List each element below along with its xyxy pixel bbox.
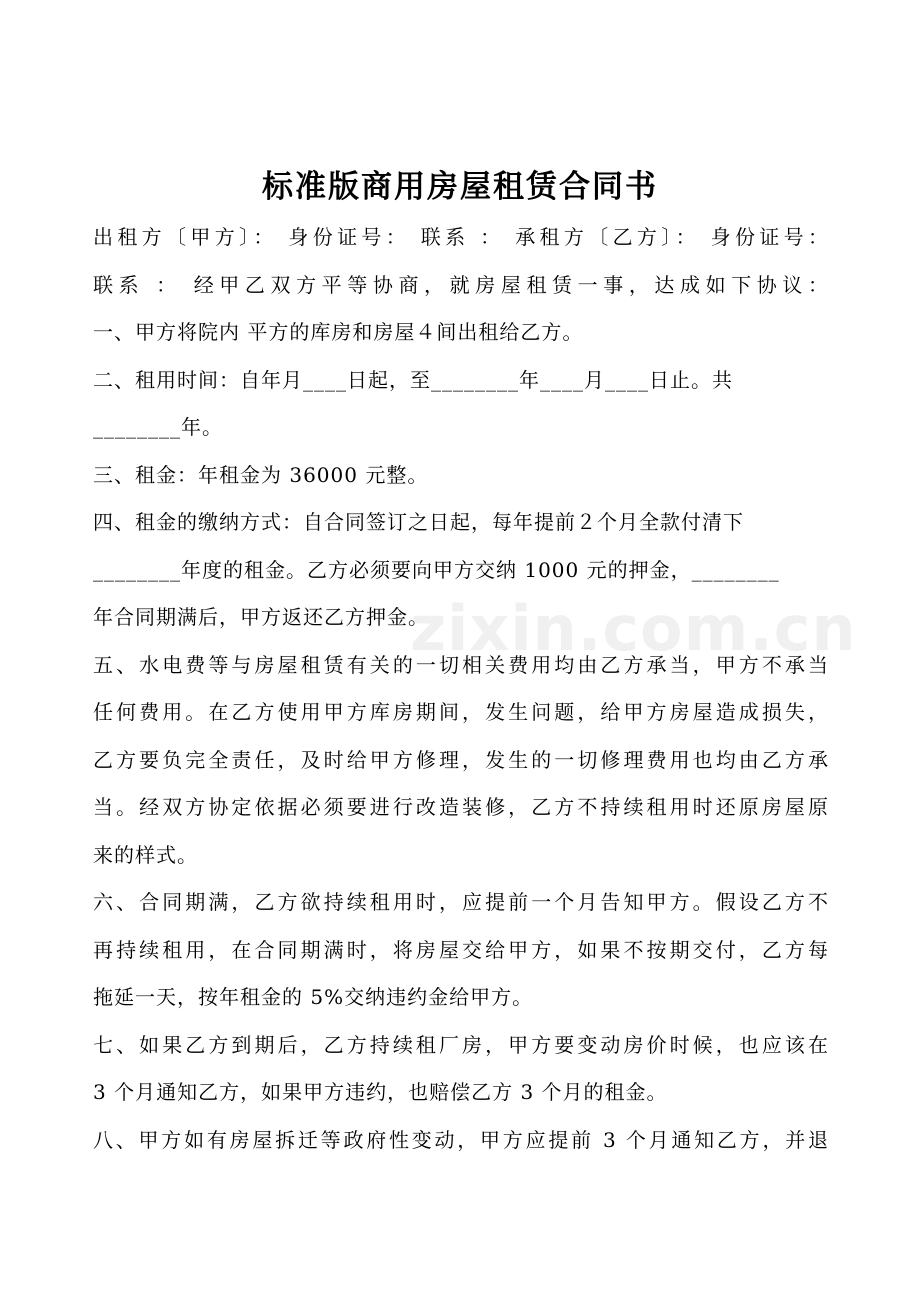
- paragraph-line: 年合同期满后，甲方返还乙方押金。: [93, 605, 429, 629]
- paragraph-line: 任何费用。在乙方使用甲方库房期间，发生问题，给甲方房屋造成损失，: [93, 700, 829, 724]
- paragraph-line: 来的样式。: [93, 842, 198, 867]
- paragraph-line: 八、甲方如有房屋拆迁等政府性变动，甲方应提前 3 个月通知乙方，并退: [93, 1127, 829, 1152]
- paragraph-line: 拖延一天，按年租金的 5%交纳违约金给甲方。: [93, 985, 534, 1009]
- paragraph-line: 二、租用时间：自年月____日起，至________年____月____日止。共: [93, 367, 733, 392]
- paragraph-line: 三、租金：年租金为 36000 元整。: [93, 462, 429, 487]
- paragraph-line: 3 个月通知乙方，如果甲方违约，也赔偿乙方 3 个月的租金。: [93, 1080, 668, 1104]
- document-title: 标准版商用房屋租赁合同书: [262, 169, 658, 205]
- paragraph-line: 五、水电费等与房屋租赁有关的一切相关费用均由乙方承当，甲方不承当: [93, 652, 829, 677]
- paragraph-line: 当。经双方协定依据必须要进行改造装修，乙方不持续租用时还原房屋原: [93, 795, 829, 819]
- paragraph-line: 出租方〔甲方〕： 身份证号： 联系 ： 承租方〔乙方〕： 身份证号：: [93, 225, 829, 249]
- paragraph-line: ________年度的租金。乙方必须要向甲方交纳 1000 元的押金，________: [93, 557, 780, 582]
- paragraph-line: 再持续租用，在合同期满时，将房屋交给甲方，如果不按期交付，乙方每: [93, 937, 829, 962]
- paragraph-line: 六、合同期满，乙方欲持续租用时，应提前一个月告知甲方。假设乙方不: [93, 890, 829, 914]
- paragraph-line: 四、租金的缴纳方式：自合同签订之日起，每年提前２个月全款付清下: [93, 510, 744, 534]
- paragraph-line: 一、甲方将院内 平方的库房和房屋４间出租给乙方。: [93, 320, 584, 344]
- watermark-text: zixin.com.cn: [410, 592, 857, 665]
- paragraph-line: ________年。: [93, 415, 223, 439]
- paragraph-line: 七、如果乙方到期后，乙方持续租厂房，甲方要变动房价时候，也应该在: [93, 1032, 829, 1057]
- paragraph-line: 联系 ： 经甲乙双方平等协商，就房屋租赁一事，达成如下协议：: [93, 272, 829, 297]
- contract-body: [93, 214, 829, 1164]
- paragraph-line: 乙方要负完全责任，及时给甲方修理，发生的一切修理费用也均由乙方承: [93, 747, 829, 772]
